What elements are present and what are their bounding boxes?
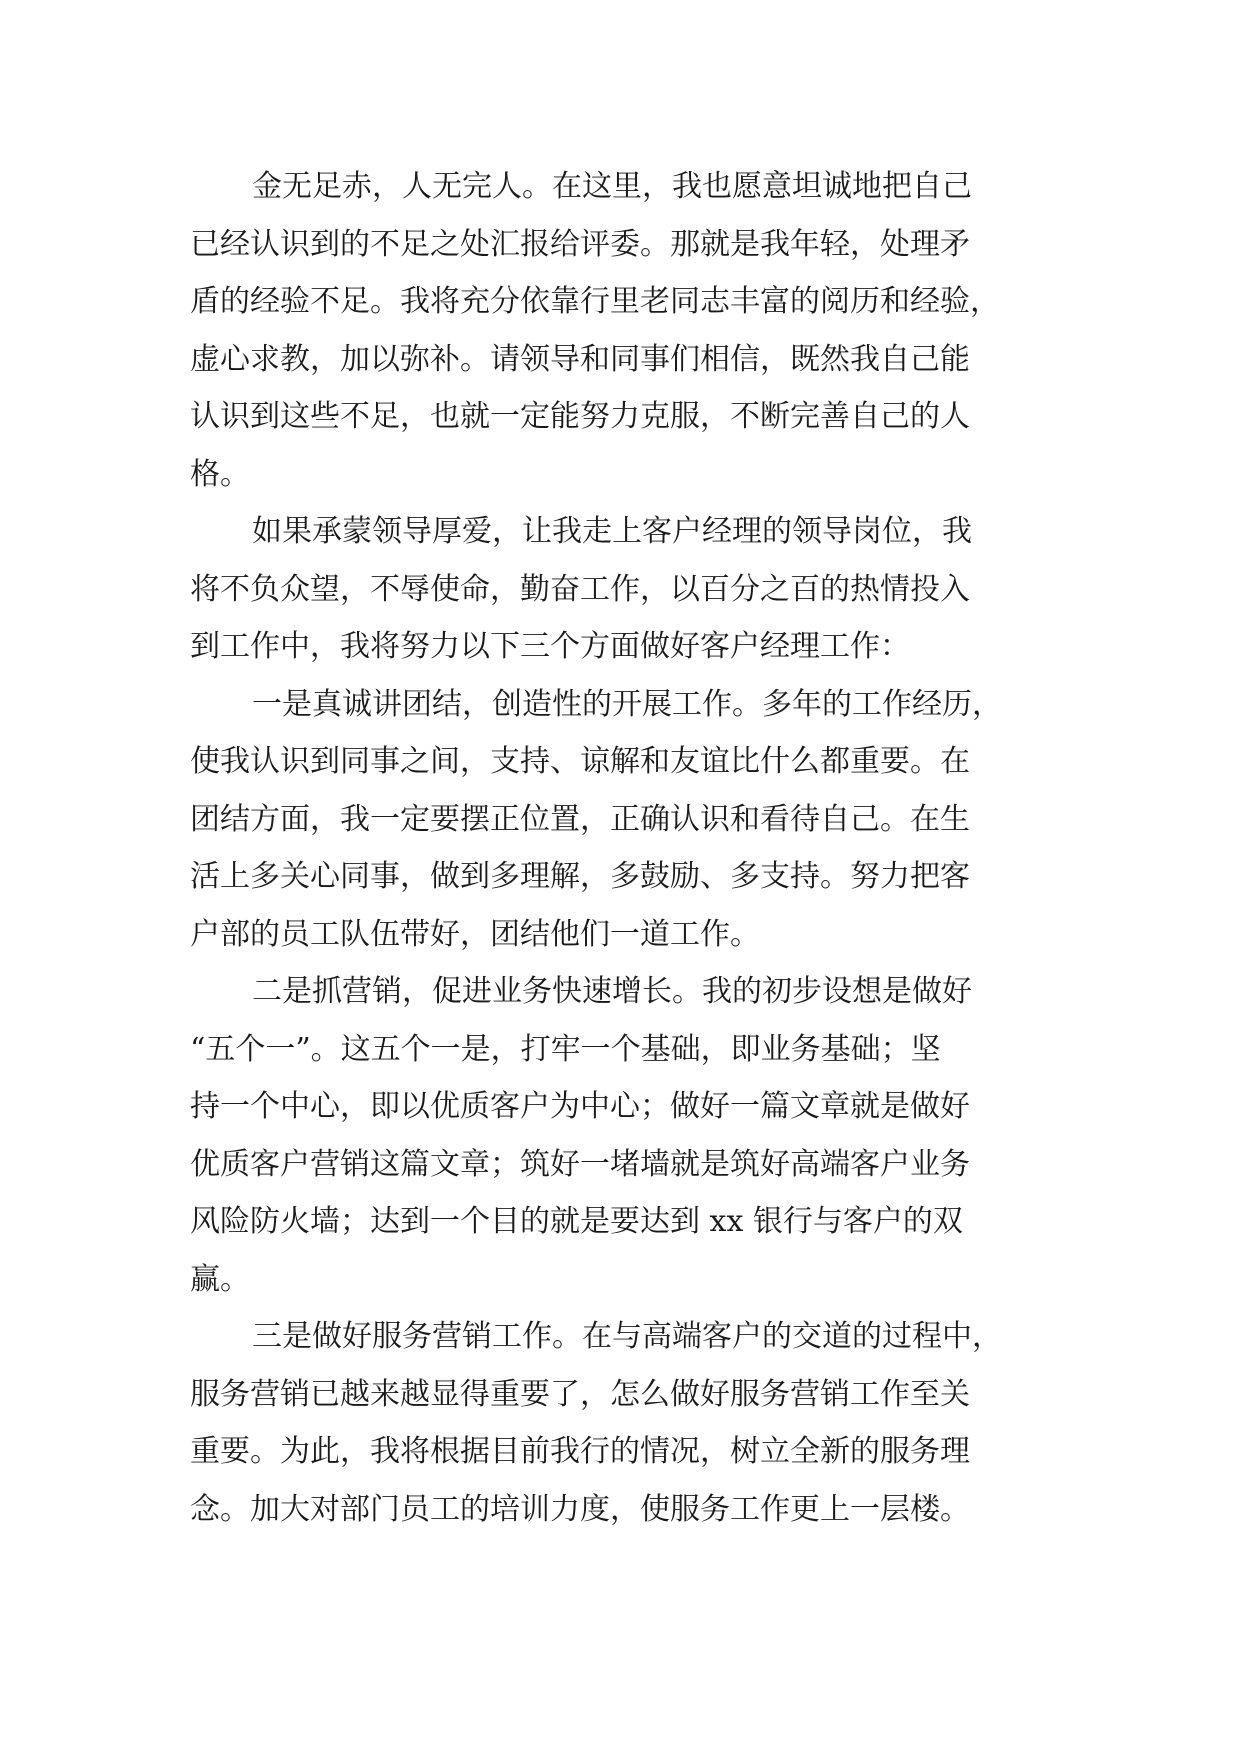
text-line: 虚心求教，加以弥补。请领导和同事们相信，既然我自己能 — [190, 341, 970, 377]
text-line: “五个一”。这五个一是，打牢一个基础，即业务基础；坚 — [190, 1031, 941, 1067]
text-line: 金无足赤，人无完人。在这里，我也愿意坦诚地把自己 — [252, 169, 972, 204]
text-line: 认识到这些不足，也就一定能努力克服，不断完善自己的人 — [190, 399, 970, 434]
document-body — [190, 158, 1090, 1538]
text-line: 活上多关心同事，做到多理解，多鼓励、多支持。努力把客 — [190, 859, 970, 894]
text-line: 二是抓营销，促进业务快速增长。我的初步设想是做好 — [252, 974, 972, 1009]
text-line: 重要。为此，我将根据目前我行的情况，树立全新的服务理 — [190, 1434, 970, 1469]
text-line: 服务营销已越来越显得重要了，怎么做好服务营销工作至关 — [190, 1376, 970, 1412]
text-line: 如果承蒙领导厚爱，让我走上客户经理的领导岗位，我 — [252, 514, 972, 549]
text-line: 户部的员工队伍带好，团结他们一道工作。 — [190, 916, 760, 952]
text-line: 已经认识到的不足之处汇报给评委。那就是我年轻，处理矛 — [190, 226, 970, 262]
text-line: 风险防火墙；达到一个目的就是要达到 xx 银行与客户的双 — [190, 1204, 963, 1239]
text-line: 格。 — [190, 456, 250, 492]
text-line: 团结方面，我一定要摆正位置，正确认识和看待自己。在生 — [190, 801, 970, 837]
text-line: 使我认识到同事之间，支持、谅解和友谊比什么都重要。在 — [190, 744, 970, 779]
text-line: 念。加大对部门员工的培训力度，使服务工作更上一层楼。 — [190, 1491, 970, 1527]
text-line: 将不负众望，不辱使命，勤奋工作，以百分之百的热情投入 — [190, 571, 970, 607]
text-line: 优质客户营销这篇文章；筑好一堵墙就是筑好高端客户业务 — [190, 1146, 970, 1182]
text-line: 到工作中，我将努力以下三个方面做好客户经理工作： — [190, 629, 910, 664]
text-line: 盾的经验不足。我将充分依靠行里老同志丰富的阅历和经验， — [190, 284, 1000, 319]
text-line: 赢。 — [190, 1261, 250, 1297]
text-line: 一是真诚讲团结，创造性的开展工作。多年的工作经历， — [252, 686, 1002, 722]
text-line: 三是做好服务营销工作。在与高端客户的交道的过程中， — [252, 1319, 1002, 1354]
text-line: 持一个中心，即以优质客户为中心；做好一篇文章就是做好 — [190, 1089, 970, 1124]
